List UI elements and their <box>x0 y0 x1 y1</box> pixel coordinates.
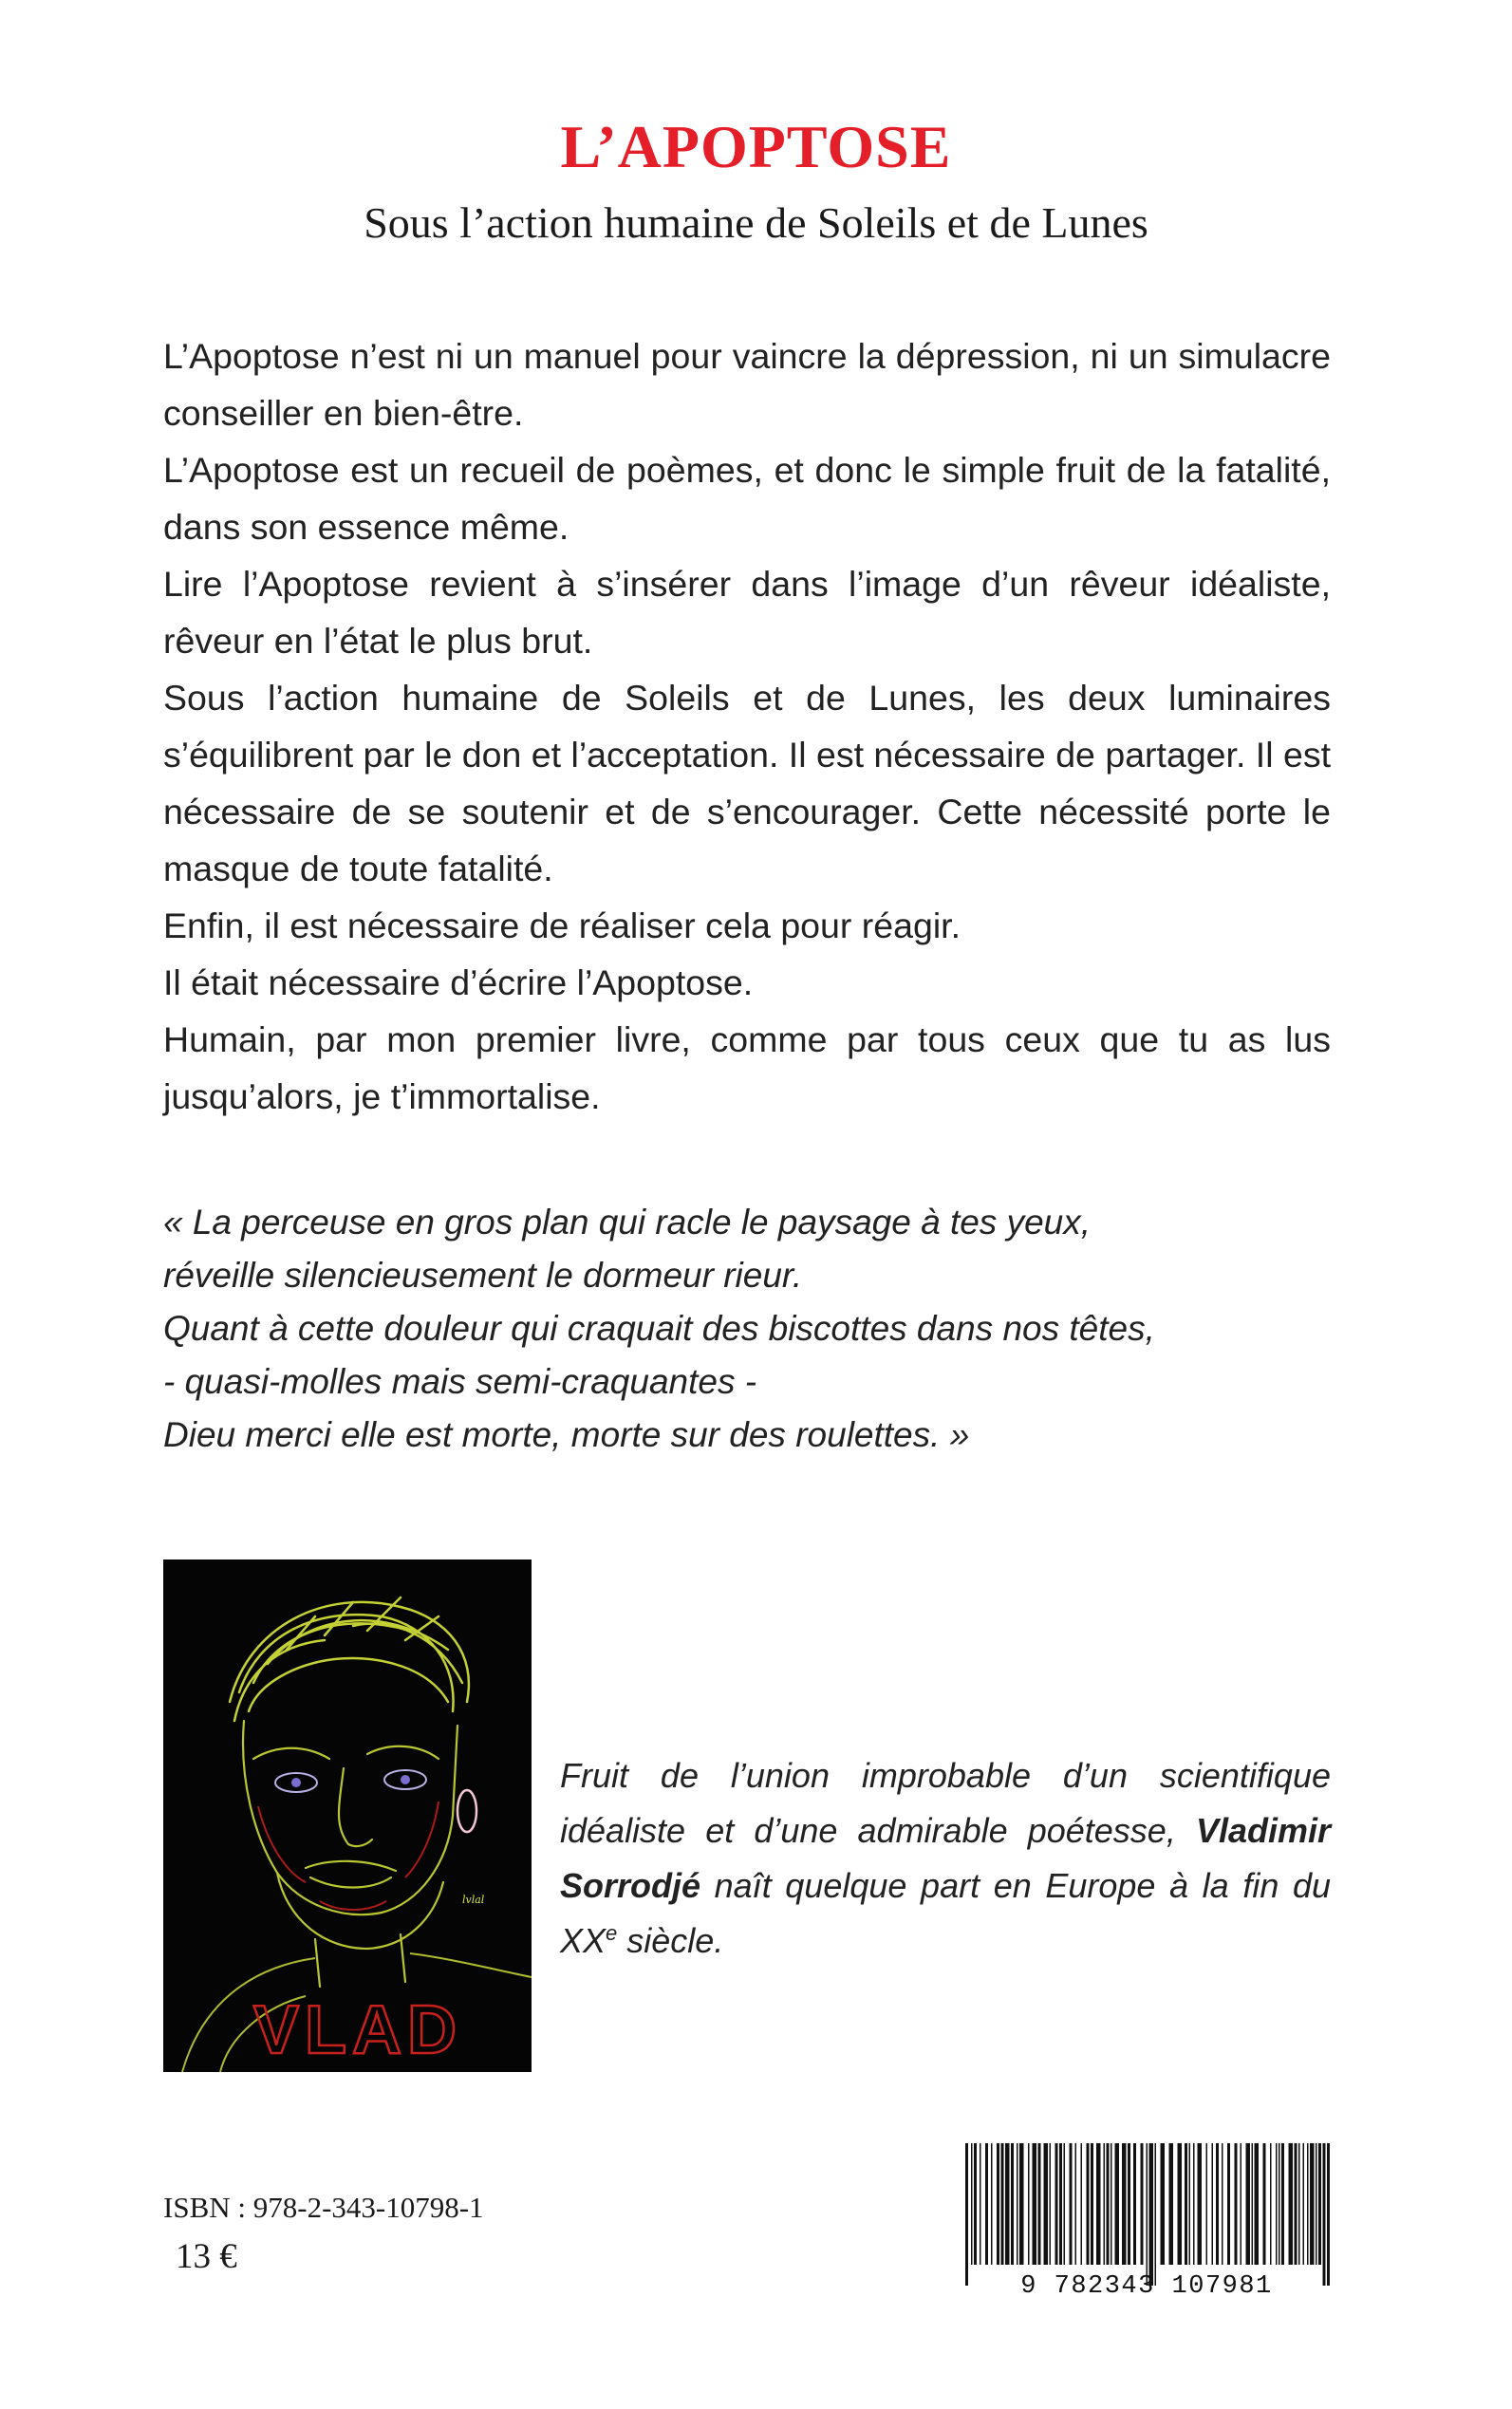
author-bio-text <box>560 1748 1331 1969</box>
barcode-bar <box>1298 2143 1300 2265</box>
barcode-bar <box>1087 2143 1090 2265</box>
barcode-bar <box>1133 2143 1136 2265</box>
barcode <box>961 2138 1332 2299</box>
barcode-bar <box>1189 2143 1191 2265</box>
barcode-bar <box>1279 2143 1280 2265</box>
blurb-paragraph: L’Apoptose est un recueil de poèmes, et donc le simple fruit de la fatalité, dans son essence même. <box>163 450 1331 547</box>
bio-text-part: siècle. <box>617 1921 724 1960</box>
author-bio <box>560 1748 1331 1969</box>
barcode-bar <box>1212 2143 1214 2265</box>
barcode-bar <box>1178 2143 1183 2265</box>
barcode-bar <box>1070 2143 1073 2265</box>
barcode-bar <box>1295 2143 1297 2265</box>
barcode-bar <box>1075 2143 1077 2265</box>
barcode-bar <box>1246 2143 1251 2265</box>
barcode-bar <box>1050 2143 1052 2265</box>
blurb-paragraph: Humain, par mon premier livre, comme par tous ceux que tu as lus jusqu’alors, je t’immortalise. <box>163 1019 1331 1116</box>
bio-text-part: Fruit de l’union improbable d’un scientifique idéaliste et d’une admirable poétesse, <box>560 1756 1331 1850</box>
barcode-bar <box>1081 2143 1083 2265</box>
barcode-bar <box>1252 2143 1254 2265</box>
poem-line: Quant à cette douleur qui craquait des biscottes dans nos têtes, <box>163 1309 1155 1348</box>
blurb-paragraph: Il était nécessaire d’écrire l’Apoptose. <box>163 962 754 1002</box>
barcode-bar <box>1128 2143 1130 2265</box>
barcode-bar <box>1011 2143 1014 2265</box>
artist-signature: lvlal <box>462 1894 485 1906</box>
barcode-bar <box>1111 2143 1112 2265</box>
barcode-bar <box>1281 2143 1284 2265</box>
barcode-bar <box>1044 2143 1049 2265</box>
barcode-bar <box>1155 2143 1157 2286</box>
barcode-digits: 9 782343 107981 <box>1020 2272 1273 2299</box>
barcode-bar <box>1303 2143 1305 2265</box>
barcode-bar <box>1316 2143 1317 2265</box>
barcode-bar <box>1327 2143 1330 2286</box>
book-title: L’APOPTOSE <box>560 113 952 180</box>
blurb-paragraph: L’Apoptose n’est ni un manuel pour vaincre la dépression, ni un simulacre conseiller en bien-être. <box>163 336 1331 433</box>
poem-line: réveille silencieusement le dormeur rieur. <box>163 1256 803 1295</box>
poem-line: Dieu merci elle est morte, morte sur des roulettes. » <box>163 1415 970 1454</box>
barcode-bar <box>1323 2143 1326 2286</box>
barcode-bar <box>971 2143 973 2265</box>
barcode-bar <box>1096 2143 1101 2265</box>
barcode-bar <box>1270 2143 1272 2265</box>
barcode-bar <box>997 2143 999 2265</box>
barcode-bar <box>1310 2143 1315 2265</box>
barcode-bar <box>1149 2143 1154 2286</box>
barcode-bar <box>1255 2143 1260 2265</box>
barcode-bar <box>1005 2143 1010 2265</box>
barcode-bar <box>991 2143 993 2265</box>
barcode-bar <box>1104 2143 1106 2265</box>
barcode-bar <box>1019 2143 1024 2265</box>
barcode-bar <box>1038 2143 1041 2265</box>
book-subtitle: Sous l’action humaine de Soleils et de Lunes <box>364 198 1148 247</box>
barcode-bar <box>1216 2143 1219 2265</box>
barcode-bar <box>1033 2143 1037 2265</box>
barcode-bar <box>1263 2143 1266 2265</box>
barcode-bar <box>980 2143 981 2265</box>
barcode-bar <box>1122 2143 1127 2265</box>
barcode-bar <box>1198 2143 1203 2265</box>
barcode-bar <box>1107 2143 1110 2265</box>
barcode-bar <box>1028 2143 1030 2265</box>
portrait-drawing <box>163 1559 532 2072</box>
barcode-bar <box>1235 2143 1238 2265</box>
author-portrait <box>163 1559 532 2072</box>
poem-line: « La perceuse en gros plan qui racle le paysage à tes yeux, <box>163 1203 1092 1242</box>
barcode-bar <box>1115 2143 1120 2265</box>
barcode-bar <box>1241 2143 1242 2265</box>
barcode-bar <box>974 2143 977 2265</box>
barcode-bar <box>1147 2143 1148 2286</box>
blurb-paragraph: Lire l’Apoptose revient à s’insérer dans l’image d’un rêveur idéaliste, rêveur en l’état le plus brut. <box>163 564 1331 661</box>
isbn-label: ISBN : 978-2-343-10798-1 <box>163 2191 484 2224</box>
poem-excerpt <box>163 1196 1350 1462</box>
barcode-bar <box>1001 2143 1004 2265</box>
barcode-bar <box>1206 2143 1208 2265</box>
barcode-graphic <box>961 2138 1332 2299</box>
shirt-text: VLAD <box>253 1992 462 2068</box>
barcode-bar <box>1193 2143 1195 2265</box>
barcode-bar <box>1059 2143 1062 2265</box>
barcode-bar <box>1141 2143 1144 2265</box>
price-label: 13 € <box>176 2237 237 2276</box>
blurb-paragraph: Sous l’action humaine de Soleils et de Lunes, les deux luminaires s’équilibrent par le don et l’acceptation. Il est nécessaire de partager. Il est nécessaire de se soutenir et de s’encourager. Cette nécessité porte le masque de toute fatalité. <box>163 678 1331 888</box>
blurb-paragraph: Enfin, il est nécessaire de réaliser cela pour réagir. <box>163 906 961 945</box>
barcode-bar <box>1276 2143 1278 2265</box>
barcode-bar <box>1318 2143 1321 2265</box>
back-cover-blurb <box>163 327 1331 1125</box>
barcode-bar <box>965 2143 968 2286</box>
barcode-bar <box>1227 2143 1230 2265</box>
barcode-bar <box>985 2143 988 2265</box>
barcode-bar <box>1055 2143 1058 2265</box>
bio-text-part: naît quelque part en Europe à la fin du <box>700 1866 1331 1905</box>
author-name: Vladimir Sorrodjé <box>560 1811 1331 1905</box>
barcode-bar <box>1161 2143 1166 2265</box>
barcode-bar <box>1185 2143 1187 2265</box>
century-superscript: e <box>606 1921 618 1945</box>
barcode-bar <box>1307 2143 1309 2265</box>
barcode-bar <box>1064 2143 1066 2265</box>
barcode-bar <box>1017 2143 1018 2265</box>
barcode-bar <box>1091 2143 1093 2265</box>
century-numeral: XX <box>560 1921 607 1960</box>
barcode-bar <box>1222 2143 1223 2265</box>
poem-line: - quasi-molles mais semi-craquantes - <box>163 1362 757 1401</box>
barcode-bar <box>1169 2143 1174 2265</box>
barcode-bar <box>1289 2143 1294 2265</box>
